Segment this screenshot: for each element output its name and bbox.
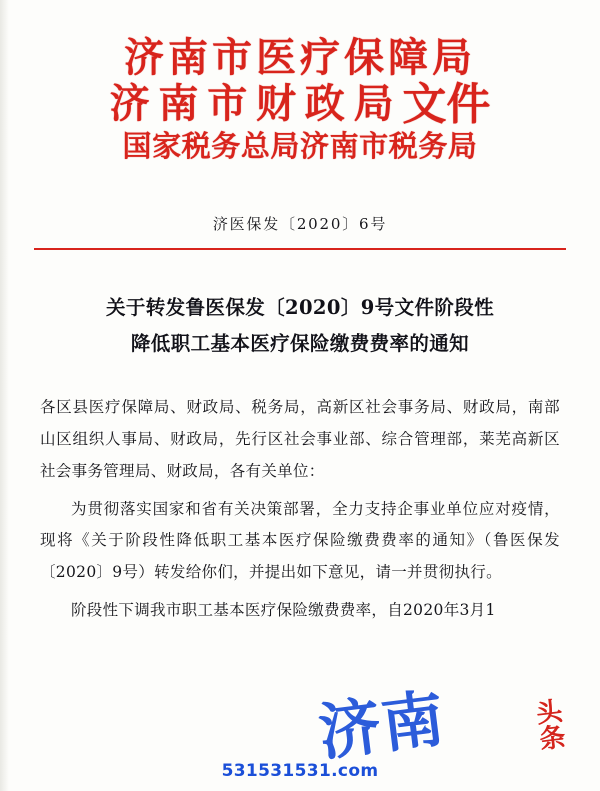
watermark-channel-char-2: 条	[537, 722, 568, 756]
document-title-line-1: 关于转发鲁医保发〔2020〕9号文件阶段性	[105, 296, 495, 320]
watermark-channel-text	[517, 696, 585, 755]
document-number-block	[0, 213, 600, 234]
body-paragraph-1: 为贯彻落实国家和省有关决策部署，全力支持企事业单位应对疫情，现将《关于阶段性降低职工基本医疗保险缴费费率的通知》（鲁医保发〔2020〕9号）转发给你们，并提出如下意见，请一并贯彻执行。	[40, 499, 560, 582]
document-number: 济医保发〔2020〕6号	[212, 215, 388, 234]
letterhead-wenjian-label: 文件	[402, 78, 491, 130]
document-title-line-2: 降低职工基本医疗保险缴费费率的通知	[130, 332, 470, 356]
letterhead-line-3: 国家税务总局济南市税务局	[122, 128, 478, 163]
watermark-channel-char-1: 头	[534, 696, 565, 730]
document-title	[58, 290, 542, 362]
body-paragraph-addressees: 各区县医疗保障局、财政局、税务局，高新区社会事务局、财政局，南部山区组织人事局、财政局，先行区社会事业部、综合管理部，莱芜高新区社会事务管理局、财政局，各有关单位：	[40, 398, 560, 480]
letterhead	[0, 0, 600, 161]
watermark-brand-text: 济南	[314, 681, 450, 770]
scan-edge-shadow	[0, 0, 9, 791]
letterhead-line-2-text: 济南市财政局	[109, 79, 403, 127]
red-divider-rule	[34, 248, 566, 250]
document-body	[40, 392, 560, 626]
watermark-url: 531531531.com	[221, 761, 379, 781]
letterhead-line-1: 济南市医疗保障局	[124, 34, 476, 81]
letterhead-line-2	[34, 78, 566, 130]
body-paragraph-2: 阶段性下调我市职工基本医疗保险缴费费率，自2020年3月1	[71, 600, 496, 619]
